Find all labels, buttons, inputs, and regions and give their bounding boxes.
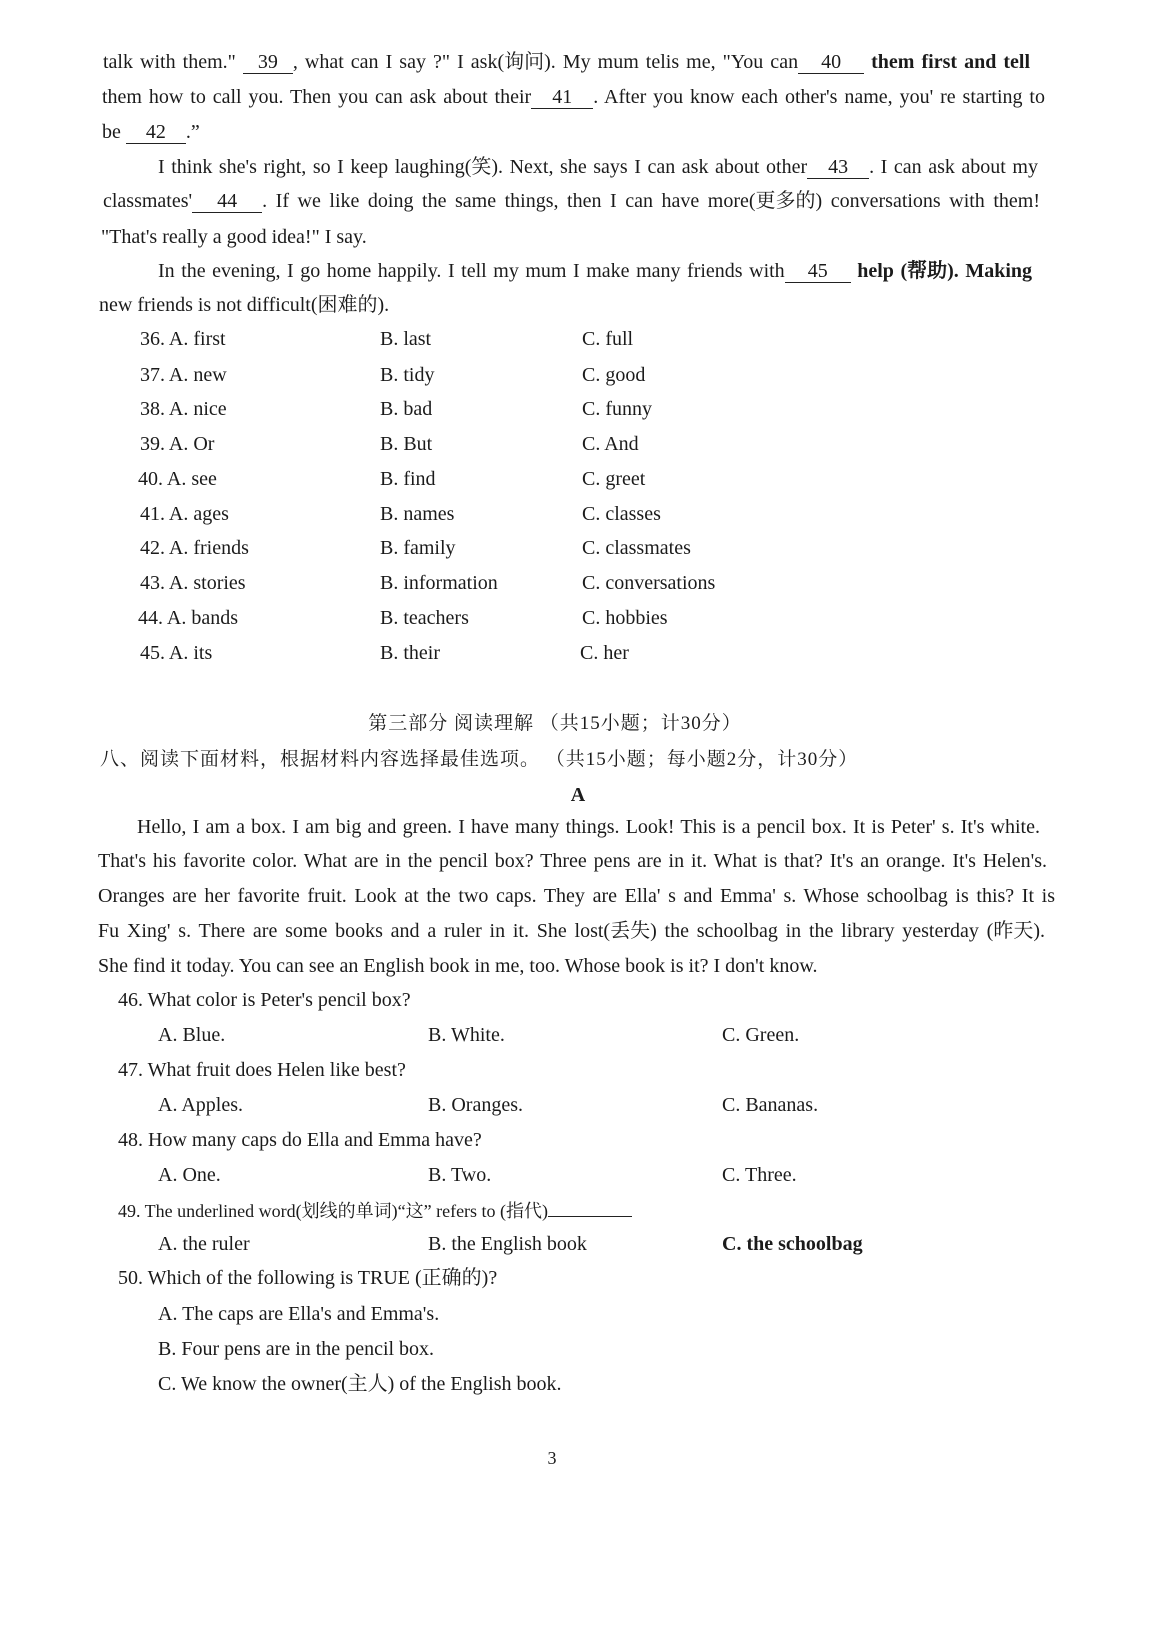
cloze-line-2 [102, 84, 1045, 110]
question-options [0, 1092, 1156, 1118]
cloze-text: . If we like doing the same things, then I can have more(更多的) conversations with them! [262, 190, 1040, 212]
option-b: B. names [380, 503, 455, 525]
cloze-text: "That's really a good idea!" I say. [101, 226, 367, 248]
cloze-text: talk with them." [103, 51, 236, 73]
cloze-text: be [102, 121, 121, 143]
question-options [0, 1162, 1156, 1188]
option-c: C. funny [582, 398, 652, 420]
option-c: C. greet [582, 468, 646, 490]
option-a-text: A. first [168, 328, 226, 350]
question-number: 44. [138, 607, 163, 629]
blank-42: 42 [126, 122, 186, 144]
cloze-option-row [0, 535, 1156, 561]
option-a-text: A. see [166, 468, 217, 490]
cloze-text: them how to call you. Then you can ask about their [102, 86, 532, 108]
cloze-option-row [0, 570, 1156, 596]
option-a-text: A. new [168, 364, 227, 386]
option-b: B. the English book [428, 1233, 587, 1255]
option-b: B. last [380, 328, 432, 350]
cloze-option-row [0, 431, 1156, 457]
blank-40: 40 [798, 52, 864, 74]
option-c: C. full [582, 328, 634, 350]
question-number: 38. [140, 398, 165, 420]
option-a: A. The caps are Ella's and Emma's. [158, 1303, 440, 1325]
question-number: 36. [140, 328, 165, 350]
option-a [138, 466, 217, 492]
section-title: 第三部分 阅读理解 （共15小题；计30分） [368, 713, 742, 734]
question-number: 40. [138, 468, 163, 490]
option-a-text: A. its [168, 642, 213, 664]
question-number: 39. [140, 433, 165, 455]
option-a-text: A. friends [168, 537, 249, 559]
option-b: B. their [380, 642, 440, 664]
option-a: A. Blue. [158, 1024, 226, 1046]
passage-label: A [570, 784, 586, 806]
cloze-text-bold: help (帮助). Making [857, 260, 1032, 282]
option-b: B. Four pens are in the pencil box. [158, 1338, 435, 1360]
cloze-option-row [0, 466, 1156, 492]
section-instruction: 八、阅读下面材料，根据材料内容选择最佳选项。 （共15小题；每小题2分，计30分） [100, 749, 859, 770]
passage-line: Hello, I am a box. I am big and green. I have many things. Look! This is a pencil box. It is Peter' s. It's white. [137, 816, 1040, 838]
option-c: C. conversations [582, 572, 716, 594]
option-b: B. family [380, 537, 456, 559]
option-c: C. And [582, 433, 639, 455]
option-a: A. Apples. [158, 1094, 243, 1116]
option-a: A. the ruler [158, 1233, 250, 1255]
option-a [140, 326, 226, 352]
option-b: B. But [380, 433, 433, 455]
passage-line: That's his favorite color. What are in the pencil box? Three pens are in it. What is that? It's an orange. It's Helen's. [98, 850, 1047, 872]
option-a-text: A. Or [168, 433, 215, 455]
cloze-option-row [0, 605, 1156, 631]
cloze-line-1 [103, 49, 1030, 75]
cloze-text: . After you know each other's name, you' re starting to [593, 86, 1045, 108]
question-options [0, 1231, 1156, 1257]
option-a [140, 535, 249, 561]
blank-41: 41 [531, 87, 593, 109]
question-options [0, 1022, 1156, 1048]
option-a-text: A. nice [168, 398, 227, 420]
option-a [140, 640, 212, 666]
question-number: 42. [140, 537, 165, 559]
option-a [140, 570, 246, 596]
question-stem: 49. The underlined word(划线的单词)“这” refers to (指代) [118, 1201, 549, 1221]
passage-line: She find it today. You can see an English book in me, too. Whose book is it? I don't know. [98, 955, 818, 977]
option-b: B. teachers [380, 607, 469, 629]
blank-43: 43 [807, 157, 869, 179]
option-c: C. the schoolbag [722, 1233, 863, 1255]
option-c: C. good [582, 364, 646, 386]
cloze-text: classmates' [103, 190, 193, 212]
passage-line: Oranges are her favorite fruit. Look at the two caps. They are Ella' s and Emma' s. Whose schoolbag is this? It is [98, 885, 1055, 907]
cloze-text: I think she's right, so I keep laughing(笑). Next, she says I can ask about other [158, 156, 808, 178]
option-c: C. We know the owner(主人) of the English book. [158, 1373, 562, 1395]
cloze-text-bold: them first and tell [871, 51, 1031, 73]
question-stem: 48. How many caps do Ella and Emma have? [118, 1129, 482, 1151]
option-a: A. One. [158, 1164, 221, 1186]
page-number: 3 [547, 1448, 557, 1468]
option-b: B. find [380, 468, 436, 490]
question-number: 41. [140, 503, 165, 525]
option-a-text: A. stories [168, 572, 246, 594]
option-b: B. White. [428, 1024, 505, 1046]
blank-39: 39 [243, 52, 293, 74]
option-a-text: A. ages [168, 503, 229, 525]
option-a [140, 362, 227, 388]
cloze-text: In the evening, I go home happily. I tell my mum I make many friends with [158, 260, 785, 282]
option-c: C. Bananas. [722, 1094, 819, 1116]
cloze-line-7 [158, 258, 1032, 284]
option-a [140, 431, 214, 457]
question-number: 45. [140, 642, 165, 664]
option-a [140, 501, 229, 527]
option-c: C. Green. [722, 1024, 800, 1046]
cloze-text: , what can I say ?" I ask(询问). My mum telis me, "You can [292, 51, 799, 73]
option-b: B. Two. [428, 1164, 492, 1186]
question-stem: 50. Which of the following is TRUE (正确的)? [118, 1267, 498, 1289]
blank-44: 44 [192, 191, 262, 213]
option-b: B. Oranges. [428, 1094, 523, 1116]
option-c: C. classes [582, 503, 661, 525]
option-c: C. classmates [582, 537, 691, 559]
question-number: 37. [140, 364, 165, 386]
option-c: C. her [580, 642, 629, 664]
cloze-option-row [0, 501, 1156, 527]
cloze-text: new friends is not difficult(困难的). [99, 294, 390, 316]
passage-line: Fu Xing' s. There are some books and a ruler in it. She lost(丢失) the schoolbag in the library yesterday (昨天). [98, 920, 1045, 942]
cloze-line-6 [101, 224, 367, 250]
option-a [140, 396, 227, 422]
answer-blank [548, 1196, 632, 1217]
question-49 [118, 1196, 632, 1222]
option-a-text: A. bands [166, 607, 239, 629]
cloze-text: . I can ask about my [869, 156, 1038, 178]
cloze-option-row [0, 326, 1156, 352]
option-b: B. information [380, 572, 498, 594]
cloze-line-4 [158, 154, 1038, 180]
question-stem: 46. What color is Peter's pencil box? [118, 989, 411, 1011]
option-c: C. hobbies [582, 607, 668, 629]
option-c: C. Three. [722, 1164, 797, 1186]
option-a [138, 605, 238, 631]
cloze-line-3 [102, 119, 200, 145]
cloze-option-row [0, 640, 1156, 666]
option-b: B. bad [380, 398, 433, 420]
cloze-line-5 [103, 188, 1040, 214]
cloze-text: .” [185, 121, 200, 143]
cloze-line-8 [99, 292, 389, 318]
cloze-option-row [0, 396, 1156, 422]
option-b: B. tidy [380, 364, 435, 386]
question-stem: 47. What fruit does Helen like best? [118, 1059, 406, 1081]
cloze-option-row [0, 362, 1156, 388]
question-number: 43. [140, 572, 165, 594]
blank-45: 45 [785, 261, 851, 283]
